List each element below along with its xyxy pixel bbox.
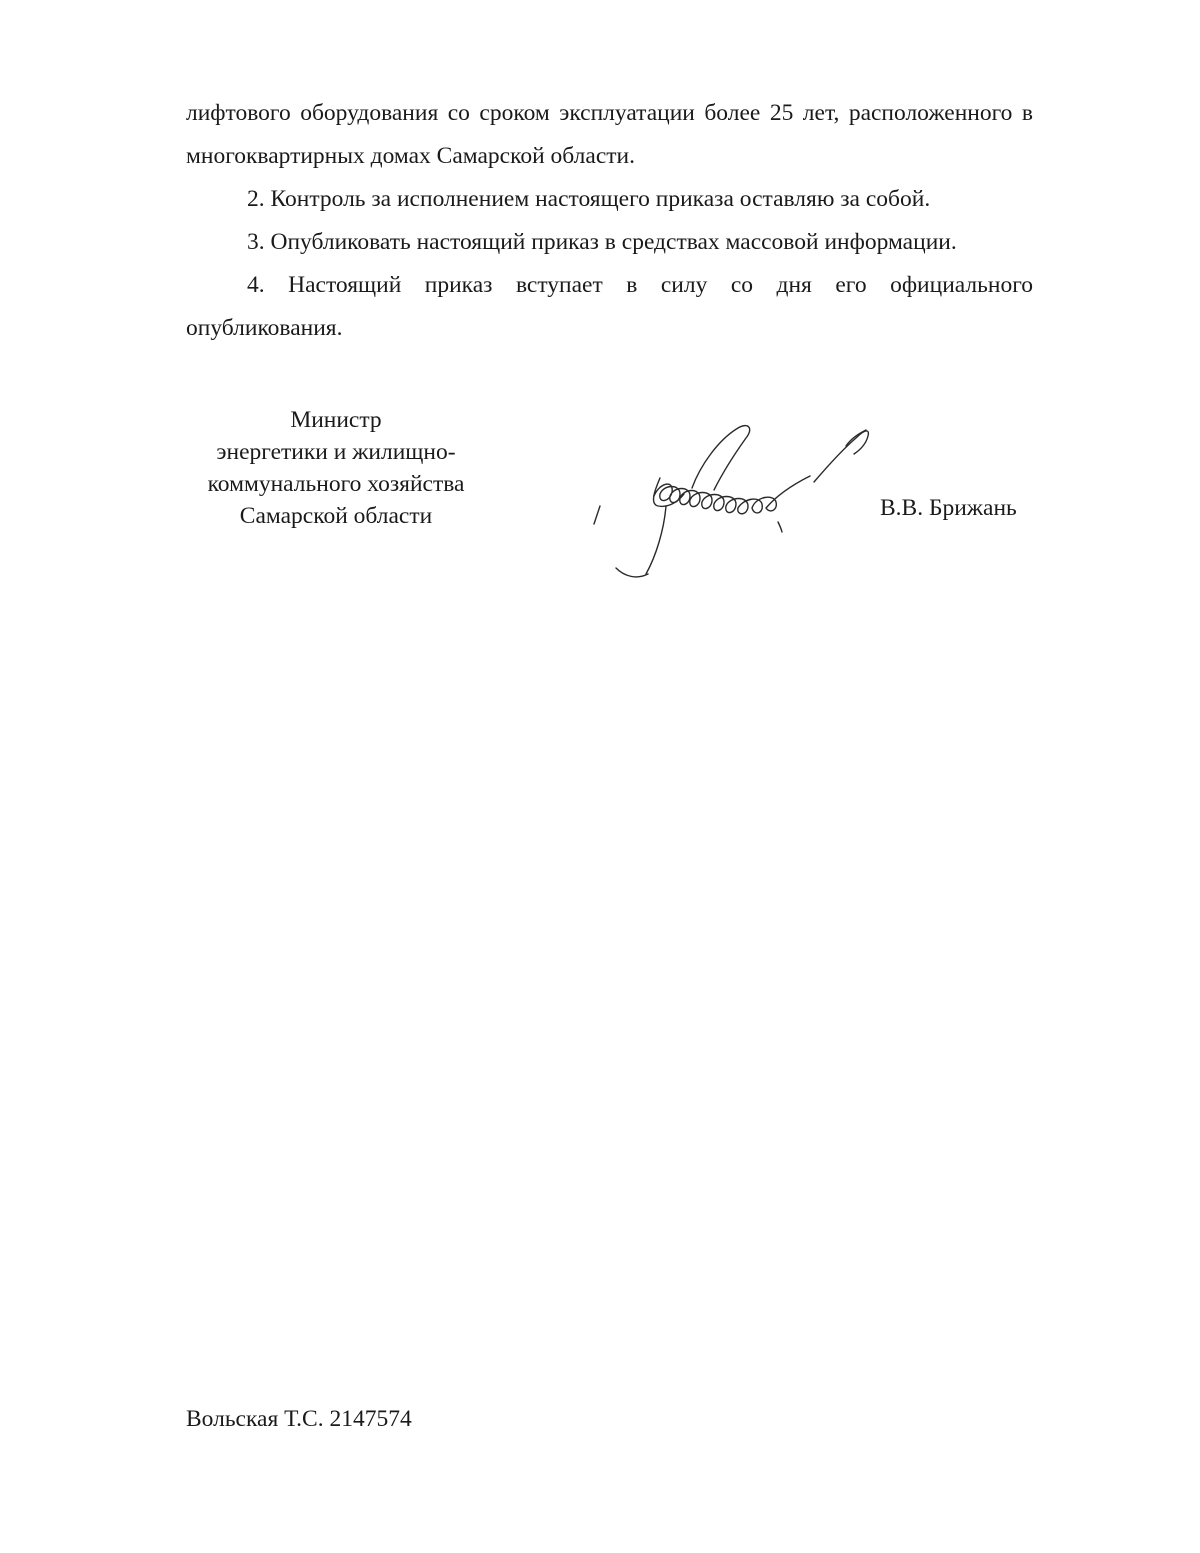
signer-name: В.В. Брижань: [880, 495, 1017, 521]
position-line: энергетики и жилищно-: [216, 439, 456, 465]
position-line: Министр: [290, 407, 382, 433]
paragraph-continuation: лифтового оборудования со сроком эксплуатации более 25 лет, расположенного в многоквартирных домах Самарской области.: [186, 100, 1033, 169]
paragraph-item-3: 3. Опубликовать настоящий приказ в средствах массовой информации.: [247, 229, 957, 255]
order-body: [186, 92, 1033, 350]
position-line: коммунального хозяйства: [207, 471, 465, 497]
handwritten-signature: [588, 410, 898, 590]
position-line: Самарской области: [239, 503, 433, 529]
executor-contact: Вольская Т.С. 2147574: [186, 1406, 412, 1432]
paragraph-item-4: 4. Настоящий приказ вступает в силу со дня его официального опубликования.: [186, 272, 1033, 341]
signatory-position: [186, 404, 486, 532]
paragraph-item-2: 2. Контроль за исполнением настоящего приказа оставляю за собой.: [247, 186, 931, 212]
